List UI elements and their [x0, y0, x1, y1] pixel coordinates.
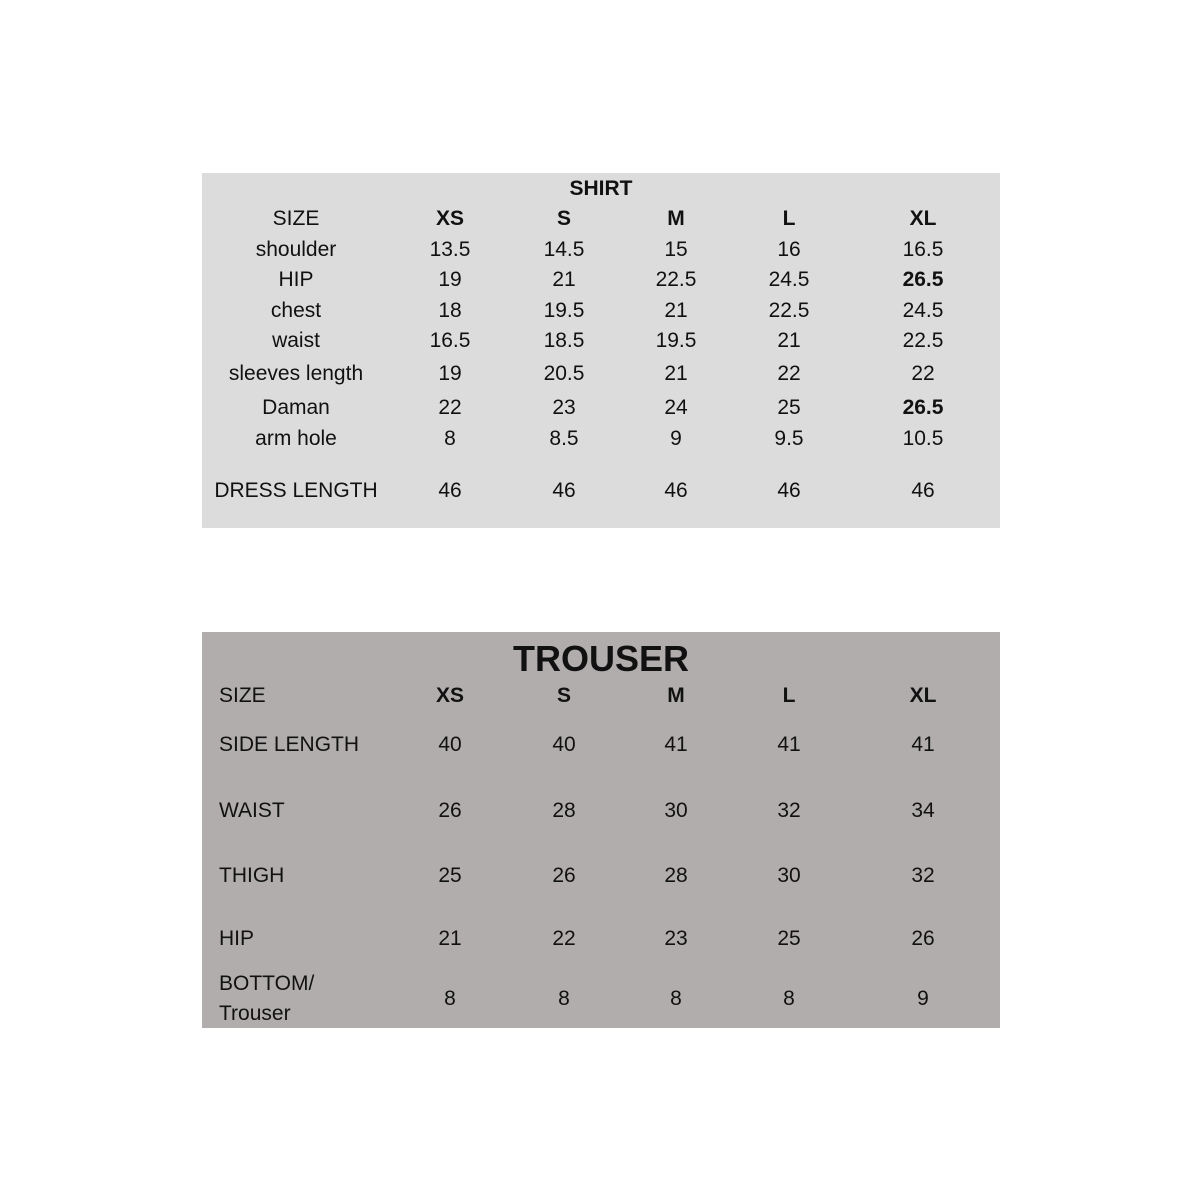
cell-value: 41	[664, 733, 688, 756]
table-row	[202, 393, 1000, 423]
cell-value: 28	[552, 799, 576, 822]
cell-value: 14.5	[543, 238, 585, 261]
table-row	[202, 861, 1000, 891]
cell-value: 19	[438, 268, 462, 291]
size-xl-header: XL	[909, 207, 937, 230]
table-row	[202, 424, 1000, 454]
cell-value: 34	[911, 799, 935, 822]
cell-value: 22	[911, 362, 935, 385]
cell-value: 22.5	[768, 299, 810, 322]
cell-value: 28	[664, 864, 688, 887]
size-s-header: S	[556, 684, 572, 707]
cell-value: 19.5	[543, 299, 585, 322]
cell-value: 8	[558, 987, 570, 1010]
cell-value: 40	[552, 733, 576, 756]
cell-value: 18	[438, 299, 462, 322]
cell-value: 21	[438, 927, 462, 950]
size-header-label: SIZE	[272, 207, 320, 230]
cell-value: 8	[783, 987, 795, 1010]
cell-value: 16.5	[902, 238, 944, 261]
cell-value: 8.5	[549, 427, 579, 450]
cell-value: 26	[438, 799, 462, 822]
cell-value: 46	[911, 479, 935, 502]
cell-value: 22	[777, 362, 801, 385]
cell-value: 25	[777, 396, 801, 419]
cell-value: 21	[664, 362, 688, 385]
cell-value: 26.5	[902, 268, 944, 291]
trouser-title: TROUSER	[512, 638, 689, 679]
cell-value: 25	[438, 864, 462, 887]
row-label: HIP	[278, 268, 314, 291]
cell-value: 16.5	[429, 329, 471, 352]
cell-value: 21	[664, 299, 688, 322]
cell-value: 23	[664, 927, 688, 950]
cell-value: 32	[777, 799, 801, 822]
cell-value: 26.5	[902, 396, 944, 419]
table-row	[202, 296, 1000, 326]
size-xs-header: XS	[435, 207, 465, 230]
cell-value: 24	[664, 396, 688, 419]
cell-value: 9.5	[774, 427, 804, 450]
cell-value: 8	[444, 427, 456, 450]
row-label-line1: BOTTOM/	[219, 972, 315, 995]
cell-value: 9	[670, 427, 682, 450]
cell-value: 41	[777, 733, 801, 756]
cell-value: 41	[911, 733, 935, 756]
trouser-size-table	[202, 632, 1000, 1028]
table-row	[202, 796, 1000, 826]
cell-value: 15	[664, 238, 688, 261]
cell-value: 26	[552, 864, 576, 887]
table-row	[202, 265, 1000, 295]
row-label	[219, 969, 379, 1029]
cell-value: 46	[552, 479, 576, 502]
trouser-header-row	[202, 681, 1000, 711]
cell-value: 21	[552, 268, 576, 291]
cell-value: 46	[664, 479, 688, 502]
cell-value: 9	[917, 987, 929, 1010]
cell-value: 30	[777, 864, 801, 887]
table-row	[202, 924, 1000, 954]
cell-value: 21	[777, 329, 801, 352]
cell-value: 25	[777, 927, 801, 950]
cell-value: 24.5	[768, 268, 810, 291]
row-label: HIP	[219, 927, 255, 950]
row-label: THIGH	[219, 864, 285, 887]
cell-value: 26	[911, 927, 935, 950]
cell-value: 19	[438, 362, 462, 385]
cell-value: 13.5	[429, 238, 471, 261]
row-label: DRESS LENGTH	[214, 479, 378, 502]
cell-value: 30	[664, 799, 688, 822]
cell-value: 40	[438, 733, 462, 756]
size-l-header: L	[782, 684, 796, 707]
size-m-header: M	[667, 207, 685, 230]
table-row	[202, 235, 1000, 265]
cell-value: 19.5	[655, 329, 697, 352]
cell-value: 24.5	[902, 299, 944, 322]
cell-value: 22	[552, 927, 576, 950]
cell-value: 22.5	[902, 329, 944, 352]
size-m-header: M	[667, 684, 685, 707]
shirt-title: SHIRT	[569, 177, 633, 200]
cell-value: 10.5	[902, 427, 944, 450]
cell-value: 22	[438, 396, 462, 419]
cell-value: 8	[444, 987, 456, 1010]
row-label-line2: Trouser	[219, 1002, 291, 1025]
cell-value: 16	[777, 238, 801, 261]
size-s-header: S	[556, 207, 572, 230]
cell-value: 22.5	[655, 268, 697, 291]
row-label: chest	[270, 299, 322, 322]
cell-value: 32	[911, 864, 935, 887]
cell-value: 46	[438, 479, 462, 502]
size-l-header: L	[782, 207, 796, 230]
row-label: SIDE LENGTH	[219, 733, 360, 756]
table-row	[202, 972, 1000, 1025]
table-row	[202, 359, 1000, 389]
size-header-label: SIZE	[219, 684, 266, 707]
table-row	[202, 730, 1000, 760]
row-label: WAIST	[219, 799, 285, 822]
table-row	[202, 476, 1000, 506]
cell-value: 20.5	[543, 362, 585, 385]
size-xl-header: XL	[909, 684, 937, 707]
shirt-header-row	[202, 204, 1000, 234]
shirt-size-table	[202, 173, 1000, 528]
cell-value: 8	[670, 987, 682, 1010]
cell-value: 23	[552, 396, 576, 419]
row-label: Daman	[262, 396, 330, 419]
table-row	[202, 326, 1000, 356]
row-label: shoulder	[255, 238, 337, 261]
size-xs-header: XS	[435, 684, 465, 707]
cell-value: 46	[777, 479, 801, 502]
row-label: arm hole	[255, 427, 337, 450]
row-label: waist	[272, 329, 320, 352]
row-label: sleeves length	[228, 362, 364, 385]
cell-value: 18.5	[543, 329, 585, 352]
